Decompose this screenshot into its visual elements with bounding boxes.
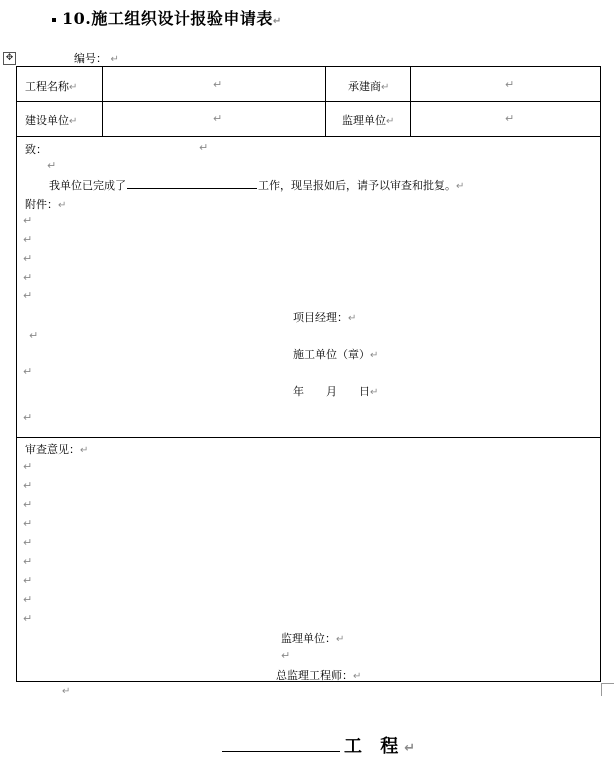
contractor-value[interactable]: ↵ [505,78,515,91]
paragraph-mark-icon: ↵ [29,329,39,342]
contractor-label: 承建商↵ [348,80,390,93]
column-divider [410,67,411,136]
paragraph-mark-icon: ↵ [23,289,33,302]
paragraph-mark-icon: ↵ [23,479,33,492]
row-divider [17,437,600,438]
paragraph-mark-icon: ↵ [272,16,282,27]
supervision-unit-value[interactable]: ↵ [505,112,515,125]
date-day: 日 [359,385,370,398]
paragraph-mark-icon: ↵ [23,517,33,530]
construction-unit-label: 建设单位↵ [25,114,78,127]
paragraph-mark-icon: ↵ [47,159,57,172]
serial-number-label: 编号： [74,52,107,65]
column-divider [102,67,103,136]
project-name-label: 工程名称↵ [25,80,78,93]
paragraph-mark-icon: ↵ [23,498,33,511]
application-body: 我单位已完成了 工作，现呈报如后，请予以审查和批复。↵ [49,179,465,192]
date-year: 年 [293,385,304,398]
column-divider [325,67,326,136]
table-move-handle-icon[interactable]: ✥ [3,52,16,65]
paragraph-mark-icon: ↵ [23,555,33,568]
paragraph-mark-icon: ↵ [62,686,71,697]
engineering-label: 工 程 [344,736,405,757]
paragraph-mark-icon: ↵ [23,536,33,549]
paragraph-mark-icon: ↵ [23,574,33,587]
salutation: 致： [25,143,47,156]
project-manager-label: 项目经理：↵ [293,311,357,324]
serial-number-row [74,50,119,66]
paragraph-mark-icon: ↵ [23,612,33,625]
work-item-blank[interactable] [127,178,257,189]
paragraph-mark-icon: ↵ [281,649,291,662]
application-form-table [16,66,601,682]
paragraph-mark-icon: ↵ [23,271,33,284]
project-name-value[interactable]: ↵ [213,78,223,91]
title-text: 10.施工组织设计报验申请表 [62,9,273,28]
paragraph-mark-icon: ↵ [23,460,33,473]
construction-unit-value[interactable]: ↵ [213,112,223,125]
paragraph-mark-icon: ↵ [23,233,33,246]
bullet-icon [52,18,56,22]
row-divider [17,101,600,102]
application-date: 年 月 日↵ [293,385,379,398]
paragraph-mark-icon: ↵ [23,214,33,227]
engineering-name-blank[interactable] [222,735,340,752]
row-divider [17,136,600,137]
document-title [52,6,282,29]
date-month: 月 [326,385,337,398]
body-suffix: 工作，现呈报如后，请予以审查和批复。 [258,179,456,192]
chief-engineer-label: 总监理工程师：↵ [276,669,362,682]
paragraph-mark-icon: ↵ [23,593,33,606]
paragraph-mark-icon: ↵ [110,54,119,65]
review-supervision-unit-label: 监理单位：↵ [281,632,345,645]
construction-unit-seal-label: 施工单位（章）↵ [293,348,379,361]
paragraph-mark-icon: ↵ [23,252,33,265]
paragraph-mark-icon: ↵ [23,411,33,424]
attachment-label: 附件：↵ [25,198,67,211]
engineering-footer: 工 程↵ [222,732,415,758]
supervision-unit-label: 监理单位↵ [342,114,395,127]
review-opinion-label: 审查意见：↵ [25,443,89,456]
table-resize-handle-icon[interactable] [601,683,614,696]
paragraph-mark-icon: ↵ [199,141,209,154]
paragraph-mark-icon: ↵ [23,365,33,378]
body-prefix: 我单位已完成了 [49,179,126,192]
